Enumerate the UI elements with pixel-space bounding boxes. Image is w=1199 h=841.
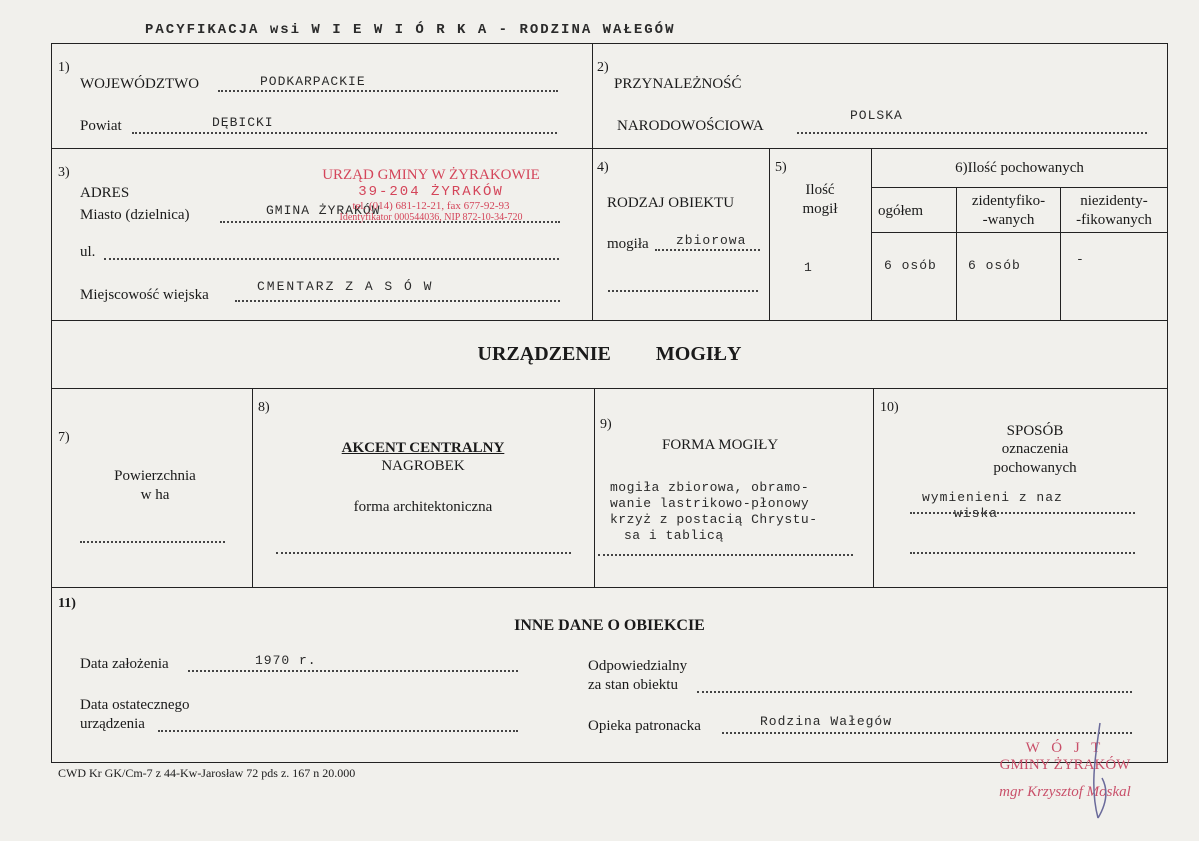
office-stamp bbox=[300, 167, 562, 223]
nationality-label-2: NARODOWOŚCIOWA bbox=[617, 118, 764, 134]
grave-kind-value: zbiorowa bbox=[676, 233, 747, 248]
tombstone-label: NAGROBEK bbox=[381, 458, 465, 474]
grave-setup-title: URZĄDZENIE MOGIŁY bbox=[477, 343, 742, 365]
grave-form-value-line-1: mogiła zbiorowa, obramo- bbox=[610, 480, 810, 495]
signature-mark bbox=[1060, 718, 1120, 828]
section-5-number: 5) bbox=[775, 160, 787, 175]
final-setup-label-1: Data ostatecznego bbox=[80, 697, 190, 713]
marking-value-line-2: wiska bbox=[954, 506, 999, 521]
mayor-stamp-line-3: mgr Krzysztof Moskal bbox=[999, 784, 1131, 800]
area-label-2: w ha bbox=[140, 487, 170, 503]
mayor-stamp-line-1: W Ó J T bbox=[1025, 740, 1105, 756]
unidentified-buried-value: - bbox=[1076, 252, 1085, 267]
identified-buried-value: 6 osób bbox=[968, 258, 1021, 273]
mayor-stamp-line-2: GMINY ŻYRAKÓW bbox=[999, 757, 1131, 773]
city-label: Miasto (dzielnica) bbox=[80, 207, 190, 223]
grave-count-value: 1 bbox=[804, 260, 813, 275]
grave-form-value-line-2: wanie lastrikowo-płonowy bbox=[610, 496, 810, 511]
voivodeship-label: WOJEWÓDZTWO bbox=[80, 76, 200, 92]
section-10-number: 10) bbox=[880, 400, 899, 415]
final-setup-label-2: urządzenia bbox=[80, 716, 145, 732]
office-stamp-line-2: 39-204 ŻYRAKÓW bbox=[358, 184, 504, 200]
marking-label-3: pochowanych bbox=[993, 460, 1077, 476]
central-accent-label: AKCENT CENTRALNY bbox=[341, 440, 505, 456]
responsible-label-1: Odpowiedzialny bbox=[588, 658, 688, 674]
section-4-number: 4) bbox=[597, 160, 609, 175]
patronage-label: Opieka patronacka bbox=[588, 718, 701, 734]
form-footer-code: CWD Kr GK/Cm-7 z 44-Kw-Jarosław 72 pds z. 167 n 20.000 bbox=[58, 766, 356, 780]
section-3-number: 3) bbox=[58, 165, 70, 180]
identified-column-header bbox=[957, 192, 1060, 230]
nationality-value: POLSKA bbox=[850, 108, 903, 123]
village-label: Miejscowość wiejska bbox=[80, 287, 209, 303]
voivodeship-value: PODKARPACKIE bbox=[260, 74, 366, 89]
address-label: ADRES bbox=[80, 185, 130, 201]
county-label: Powiat bbox=[80, 118, 122, 134]
identified-header-line-2: -wanych bbox=[982, 212, 1035, 228]
marking-value-line-1: wymienieni z naz bbox=[922, 490, 1063, 505]
office-stamp-line-3: tel. (014) 681-12-21, fax 677-92-93 bbox=[352, 200, 510, 212]
marking-value bbox=[922, 490, 1063, 522]
section-7-number: 7) bbox=[58, 430, 70, 445]
office-stamp-line-4: Identyfikator 000544036, NIP 872-10-34-720 bbox=[339, 212, 523, 223]
office-stamp-line-1: URZĄD GMINY W ŻYRAKOWIE bbox=[322, 167, 540, 183]
grave-count-label-1: Ilość bbox=[805, 182, 835, 198]
area-label-1: Powierzchnia bbox=[114, 468, 196, 484]
section-2-number: 2) bbox=[597, 60, 609, 75]
total-buried-value: 6 osób bbox=[884, 258, 937, 273]
founding-date-label: Data założenia bbox=[80, 656, 169, 672]
grave-form-label: FORMA MOGIŁY bbox=[662, 437, 779, 453]
county-value: DĘBICKI bbox=[212, 115, 274, 130]
header-line: PACYFIKACJA wsi W I E W I Ó R K A - RODZINA WAŁEGÓW bbox=[145, 22, 676, 38]
identified-header-line-1: zidentyfiko- bbox=[971, 193, 1046, 209]
grave-kind-label: mogiła bbox=[607, 236, 649, 252]
city-value: GMINA ŻYRAKÓW bbox=[266, 203, 381, 218]
architectural-form-label: forma architektoniczna bbox=[353, 499, 493, 515]
unidentified-header-line-1: niezidenty- bbox=[1080, 193, 1148, 209]
buried-count-title: 6)Ilość pochowanych bbox=[955, 160, 1084, 176]
village-value: CMENTARZ Z A S Ó W bbox=[257, 279, 434, 294]
grave-count-label-2: mogił bbox=[802, 201, 838, 217]
unidentified-header-line-2: -fikowanych bbox=[1076, 212, 1152, 228]
patronage-value: Rodzina Wałegów bbox=[760, 714, 893, 729]
other-data-title: INNE DANE O OBIEKCIE bbox=[514, 617, 705, 634]
grave-form-value-line-4: sa i tablicą bbox=[624, 528, 724, 543]
section-8-number: 8) bbox=[258, 400, 270, 415]
responsible-label-2: za stan obiektu bbox=[588, 677, 678, 693]
marking-label-2: oznaczenia bbox=[1001, 441, 1069, 457]
grave-form-value-line-3: krzyż z postacią Chrystu- bbox=[610, 512, 818, 527]
section-9-number: 9) bbox=[600, 417, 612, 432]
section-1-number: 1) bbox=[58, 60, 70, 75]
total-column-header: ogółem bbox=[878, 203, 923, 219]
grave-form-value bbox=[610, 480, 818, 544]
nationality-label-1: PRZYNALEŻNOŚĆ bbox=[614, 76, 742, 92]
marking-label-1: SPOSÓB bbox=[1006, 423, 1064, 439]
founding-date-value: 1970 r. bbox=[255, 653, 317, 668]
section-11-number: 11) bbox=[58, 596, 76, 611]
street-label: ul. bbox=[80, 244, 96, 260]
unidentified-column-header bbox=[1061, 192, 1167, 230]
object-type-label: RODZAJ OBIEKTU bbox=[607, 195, 735, 211]
